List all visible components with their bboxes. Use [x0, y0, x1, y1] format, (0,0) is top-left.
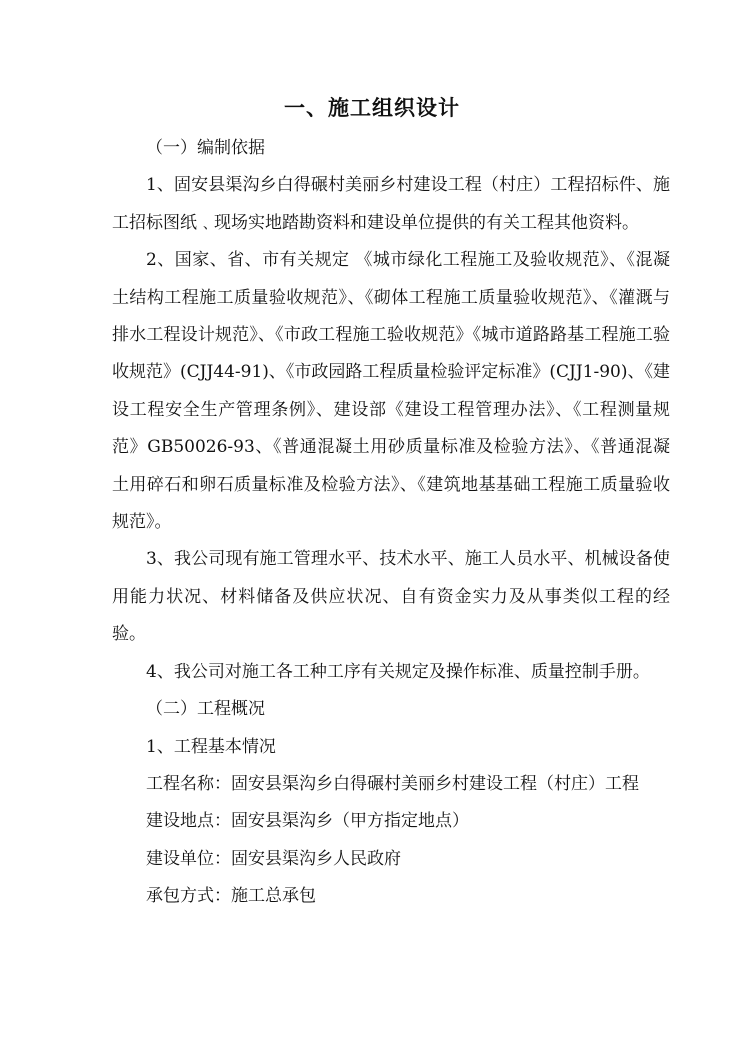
project-name-line: 工程名称：固安县渠沟乡白得碾村美丽乡村建设工程（村庄）工程 — [146, 773, 639, 794]
project-owner-line: 建设单位：固安县渠沟乡人民政府 — [146, 848, 401, 869]
document-body — [112, 130, 670, 916]
basis-paragraph-4: 4、我公司对施工各工种工序有关规定及操作标准、质量控制手册。 — [146, 661, 650, 682]
section-heading-overview: （二）工程概况 — [146, 699, 265, 720]
project-location-line: 建设地点：固安县渠沟乡（甲方指定地点） — [146, 811, 469, 832]
basis-paragraph-2: 2、国家、省、市有关规定 《城市绿化工程施工及验收规范》、《混凝土结构工程施工质量验收规范》、《砌体工程施工质量验收规范》、《灌溉与排水工程设计规范》、《市政工程施工验收规范》《城市道路路基工程施工验收规范》(CJJ44-91)、《市政园路工程质量检验评定标准》(CJJ1-90)、《建设工程安全生产管理条例》、建设部《建设工程管理办法》、《工程测量规范》GB50026-93、《普通混凝土用砂质量标准及检验方法》、《普通混凝土用碎石和卵石质量标准及检验方法》、《建筑地基基础工程施工质量验收规范》。 — [112, 250, 671, 533]
overview-subheading: 1、工程基本情况 — [146, 736, 276, 757]
contract-mode-line: 承包方式：施工总承包 — [146, 886, 316, 907]
basis-paragraph-3: 3、我公司现有施工管理水平、技术水平、施工人员水平、机械设备使用能力状况、材料储备及供应状况、自有资金实力及从事类似工程的经验。 — [112, 549, 670, 645]
section-heading-basis: （一）编制依据 — [146, 138, 265, 158]
basis-paragraph-1: 1、固安县渠沟乡白得碾村美丽乡村建设工程（村庄）工程招标件、施工招标图纸﹑现场实地踏勘资料和建设单位提供的有关工程其他资料。 — [112, 175, 670, 233]
page-title: 一、施工组织设计 — [284, 96, 460, 120]
